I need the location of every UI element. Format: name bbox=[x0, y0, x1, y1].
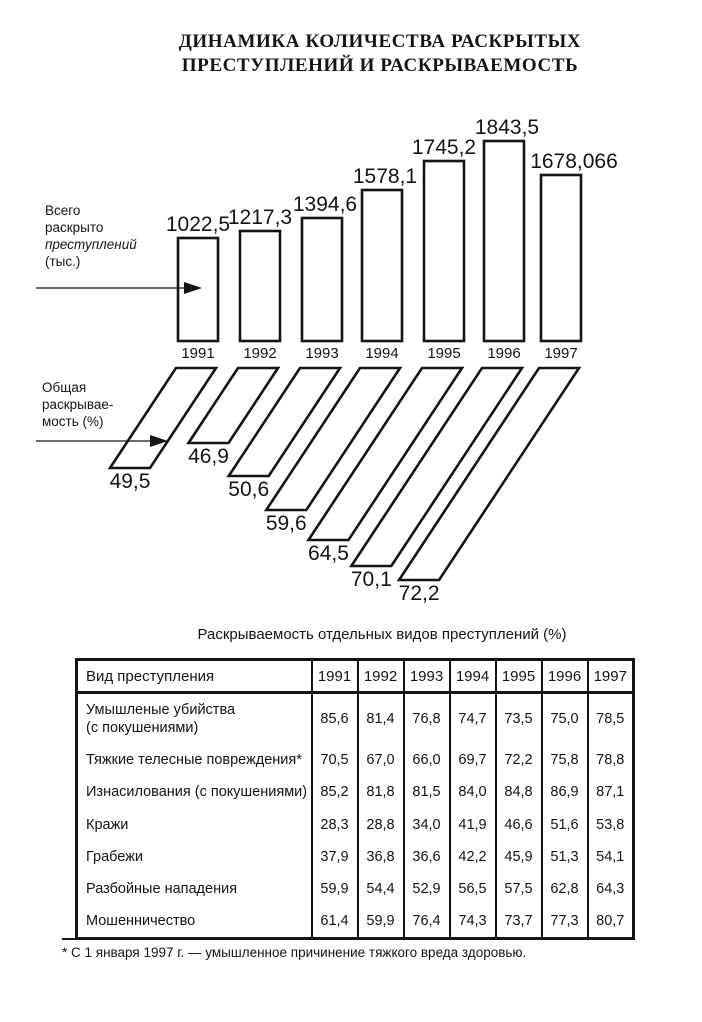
footnote-rule bbox=[62, 938, 187, 940]
table-row bbox=[77, 841, 634, 873]
value-cell: 45,9 bbox=[496, 841, 542, 873]
value-cell: 85,2 bbox=[312, 776, 358, 808]
value-cell: 78,5 bbox=[588, 693, 634, 745]
clearance-annotation-line: мость (%) bbox=[42, 414, 104, 429]
table-header bbox=[77, 660, 634, 693]
table-row bbox=[77, 776, 634, 808]
page-title bbox=[60, 30, 700, 79]
table-row bbox=[77, 873, 634, 905]
value-cell: 73,7 bbox=[496, 905, 542, 939]
value-cell: 73,5 bbox=[496, 693, 542, 745]
value-cell: 28,3 bbox=[312, 809, 358, 841]
bar-value-label: 1843,5 bbox=[474, 116, 540, 139]
crime-type-cell: Изнасилования (с покушениями) bbox=[86, 784, 308, 801]
value-cell: 77,3 bbox=[542, 905, 588, 939]
bar-value-label: 1578,1 bbox=[352, 165, 418, 188]
clearance-value-label: 46,9 bbox=[188, 445, 229, 468]
footnote-text: * С 1 января 1997 г. — умышленное причинение тяжкого вреда здоровью. bbox=[62, 945, 527, 960]
value-cell: 52,9 bbox=[404, 873, 450, 905]
value-cell: 59,9 bbox=[312, 873, 358, 905]
value-cell: 64,3 bbox=[588, 873, 634, 905]
col-header-year: 1992 bbox=[358, 660, 404, 693]
crime-type-cell: Мошенничество bbox=[86, 912, 196, 929]
clearance-value-label: 64,5 bbox=[308, 542, 349, 565]
value-cell: 84,0 bbox=[450, 776, 496, 808]
year-label: 1992 bbox=[243, 345, 277, 362]
value-cell: 51,6 bbox=[542, 809, 588, 841]
bar-1993 bbox=[302, 218, 342, 341]
value-cell: 37,9 bbox=[312, 841, 358, 873]
bar-1996 bbox=[484, 141, 524, 341]
value-cell: 86,9 bbox=[542, 776, 588, 808]
value-cell: 42,2 bbox=[450, 841, 496, 873]
page-title-line2: ПРЕСТУПЛЕНИЙ И РАСКРЫВАЕМОСТЬ bbox=[181, 55, 579, 77]
bar-value-label: 1394,6 bbox=[292, 193, 358, 216]
year-label: 1995 bbox=[427, 345, 461, 362]
clearance-table bbox=[75, 658, 635, 940]
value-cell: 80,7 bbox=[588, 905, 634, 939]
table-row bbox=[77, 744, 634, 776]
value-cell: 76,8 bbox=[404, 693, 450, 745]
value-cell: 54,1 bbox=[588, 841, 634, 873]
value-cell: 84,8 bbox=[496, 776, 542, 808]
col-header-year: 1997 bbox=[588, 660, 634, 693]
value-cell: 78,8 bbox=[588, 744, 634, 776]
col-header-year: 1996 bbox=[542, 660, 588, 693]
col-header-year: 1995 bbox=[496, 660, 542, 693]
value-cell: 56,5 bbox=[450, 873, 496, 905]
value-cell: 70,5 bbox=[312, 744, 358, 776]
value-cell: 74,3 bbox=[450, 905, 496, 939]
table-row bbox=[77, 693, 634, 745]
clearance-annotation-line: раскрывае- bbox=[42, 397, 114, 412]
col-header-year: 1994 bbox=[450, 660, 496, 693]
value-cell: 75,0 bbox=[542, 693, 588, 745]
value-cell: 59,9 bbox=[358, 905, 404, 939]
year-label: 1997 bbox=[544, 345, 578, 362]
value-cell: 36,8 bbox=[358, 841, 404, 873]
bar-1997 bbox=[541, 175, 581, 341]
clearance-value-label: 49,5 bbox=[109, 470, 151, 493]
value-cell: 69,7 bbox=[450, 744, 496, 776]
value-cell: 36,6 bbox=[404, 841, 450, 873]
value-cell: 87,1 bbox=[588, 776, 634, 808]
value-cell: 72,2 bbox=[496, 744, 542, 776]
col-header-year: 1993 bbox=[404, 660, 450, 693]
clearance-value-label: 72,2 bbox=[398, 582, 440, 605]
year-label: 1996 bbox=[487, 345, 521, 362]
value-cell: 51,3 bbox=[542, 841, 588, 873]
value-cell: 74,7 bbox=[450, 693, 496, 745]
value-cell: 75,8 bbox=[542, 744, 588, 776]
value-cell: 46,6 bbox=[496, 809, 542, 841]
value-cell: 66,0 bbox=[404, 744, 450, 776]
crime-type-cell: Умышленые убийства (с покушениями) bbox=[86, 702, 236, 737]
crime-type-cell: Грабежи bbox=[86, 848, 144, 865]
bar-value-label: 1678,066 bbox=[530, 150, 618, 173]
value-cell: 85,6 bbox=[312, 693, 358, 745]
bars-annotation-line: Всего bbox=[45, 203, 81, 218]
table-row bbox=[77, 905, 634, 939]
value-cell: 76,4 bbox=[404, 905, 450, 939]
bar-1994 bbox=[362, 190, 402, 341]
value-cell: 54,4 bbox=[358, 873, 404, 905]
value-cell: 61,4 bbox=[312, 905, 358, 939]
clearance-value-label: 59,6 bbox=[265, 512, 307, 535]
value-cell: 67,0 bbox=[358, 744, 404, 776]
table-header-row bbox=[77, 660, 634, 693]
crime-type-cell: Разбойные нападения bbox=[86, 880, 238, 897]
value-cell: 53,8 bbox=[588, 809, 634, 841]
bar-1995 bbox=[424, 161, 464, 341]
crime-type-cell: Кражи bbox=[86, 816, 129, 833]
bar-value-label: 1745,2 bbox=[411, 136, 477, 159]
page-title-line1: ДИНАМИКА КОЛИЧЕСТВА РАСКРЫТЫХ bbox=[178, 31, 582, 52]
clearance-value-label: 50,6 bbox=[228, 478, 270, 501]
table-body bbox=[77, 693, 634, 939]
year-label: 1991 bbox=[181, 345, 215, 362]
value-cell: 28,8 bbox=[358, 809, 404, 841]
table-row bbox=[77, 809, 634, 841]
dynamics-chart bbox=[0, 100, 702, 620]
chart-area bbox=[0, 100, 702, 620]
year-label: 1994 bbox=[365, 345, 399, 362]
value-cell: 81,8 bbox=[358, 776, 404, 808]
value-cell: 57,5 bbox=[496, 873, 542, 905]
bar-value-label: 1022,5 bbox=[165, 213, 231, 236]
footnote bbox=[62, 938, 662, 960]
value-cell: 41,9 bbox=[450, 809, 496, 841]
year-label: 1993 bbox=[305, 345, 339, 362]
value-cell: 81,4 bbox=[358, 693, 404, 745]
value-cell: 34,0 bbox=[404, 809, 450, 841]
bars-annotation-line: преступлений bbox=[45, 237, 137, 252]
table-title: Раскрываемость отдельных видов преступлений (%) bbox=[197, 626, 567, 643]
col-header-year: 1991 bbox=[312, 660, 358, 693]
value-cell: 81,5 bbox=[404, 776, 450, 808]
crime-type-cell: Тяжкие телесные повреждения* bbox=[86, 752, 302, 769]
value-cell: 62,8 bbox=[542, 873, 588, 905]
bar-value-label: 1217,3 bbox=[227, 206, 293, 229]
clearance-annotation-line: Общая bbox=[42, 380, 87, 395]
clearance-value-label: 70,1 bbox=[350, 568, 392, 591]
bar-1992 bbox=[240, 231, 280, 341]
col-header-crime-type: Вид преступления bbox=[86, 667, 215, 685]
bars-annotation-line: (тыс.) bbox=[45, 254, 81, 269]
bars-annotation-line: раскрыто bbox=[45, 220, 104, 235]
